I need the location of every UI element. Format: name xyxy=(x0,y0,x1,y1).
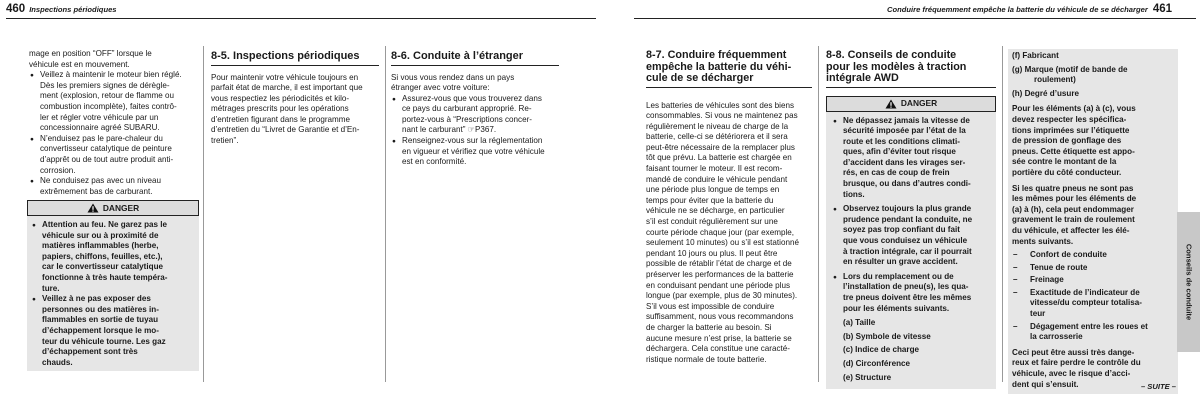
text-line: ler et régler votre véhicule par un xyxy=(40,112,159,122)
intro-text xyxy=(391,73,559,94)
title-line: 8-7. Conduire fréquemment xyxy=(646,49,787,61)
warning-triangle-icon xyxy=(885,99,897,109)
danger-header xyxy=(27,200,199,216)
dash-icon: – xyxy=(1013,287,1018,297)
text-line: Si vous vous rendez dans un pays xyxy=(391,72,515,82)
spec-item: (c) Indice de charge xyxy=(843,345,920,355)
right-header-rule xyxy=(634,18,1196,19)
intro-text xyxy=(29,49,195,70)
text-line: aucune mesure n’est prise, la batterie se xyxy=(646,333,792,343)
bullet-icon xyxy=(32,220,36,232)
text-line: tretien”. xyxy=(211,136,239,146)
left-page-number: 460 xyxy=(6,3,26,15)
text-line: en conduisant pendant une période plus xyxy=(646,280,791,290)
section-title xyxy=(826,50,996,85)
text-line: métrages prescrits pour les opérations xyxy=(211,104,349,114)
section-paragraph xyxy=(211,73,379,147)
list-item xyxy=(29,134,195,176)
column-divider xyxy=(1002,46,1003,382)
dash-icon: – xyxy=(1013,262,1018,272)
text-line: mage en position “OFF” lorsque le xyxy=(29,49,152,58)
text-line: faisant tourner le moteur. Il est recom- xyxy=(646,164,783,174)
list-item xyxy=(29,176,195,197)
text-line: Assurez-vous que vous trouverez dans xyxy=(402,93,542,103)
text-line: Tenue de route xyxy=(1030,262,1088,272)
bullet-icon xyxy=(30,134,34,146)
text-line: route et les conditions climati- xyxy=(843,136,960,146)
text-line: corrosion. xyxy=(40,165,76,175)
text-line: Lors du remplacement ou de xyxy=(843,271,954,281)
list-item xyxy=(391,94,559,136)
spec-item: (d) Circonférence xyxy=(843,358,911,368)
text-line: concessionnaire agréé SUBARU. xyxy=(40,123,160,133)
bullet-icon xyxy=(30,70,34,82)
title-line: cule de se décharger xyxy=(646,72,754,84)
text-line: Renseignez-vous sur la réglementation xyxy=(402,136,543,146)
section-paragraph xyxy=(646,101,812,366)
danger-body xyxy=(27,216,199,368)
text-line: Pour maintenir votre véhicule toujours en xyxy=(211,72,359,82)
text-line: Ne conduisez pas avec un niveau xyxy=(40,176,162,186)
text-line: longue (par exemple, plus de 30 minutes). xyxy=(646,291,798,301)
chapter-side-tab[interactable] xyxy=(1177,212,1200,352)
text-line: Ne dépassez jamais la vitesse de xyxy=(843,115,970,125)
list-item xyxy=(29,70,195,134)
text-line: les mêmes pour les éléments de xyxy=(1012,194,1137,204)
text-line: l’installation de pneu(s), les qua- xyxy=(843,282,969,292)
text-line: car le convertisseur catalytique xyxy=(42,262,164,272)
danger-body xyxy=(826,112,996,384)
dash-list-item xyxy=(1012,288,1174,320)
text-line: Veillez à maintenir le moteur bien réglé. xyxy=(40,70,182,80)
text-line: courte période chaque jour (par exemple, xyxy=(646,227,795,237)
text-line: une période plus longue de temps en xyxy=(646,185,780,195)
spec-item: (e) Structure xyxy=(843,372,892,382)
text-line: d’entretien figurant dans le programme xyxy=(211,114,351,124)
spec-item: (g) Marque (motif de bande de xyxy=(1012,64,1128,74)
dash-list-item xyxy=(1012,322,1174,343)
text-line: fonctionne à très haute tempéra- xyxy=(42,272,168,282)
right-page-number: 461 xyxy=(1152,3,1172,15)
text-line: temps pour éviter que la batterie du xyxy=(646,195,774,205)
text-line: combustion incomplète), faites contrô- xyxy=(40,101,177,111)
text-line: ment (explosion, retour de flamme ou xyxy=(40,91,175,101)
text-line: tions. xyxy=(843,189,865,199)
dash-icon: – xyxy=(1013,321,1018,331)
text-line: d’échappement lorsque le mo- xyxy=(42,325,159,335)
text-line: du véhicule, et affecter les élé- xyxy=(1012,225,1130,235)
text-line: ce pays du carburant approprié. Re- xyxy=(402,104,532,114)
text-line: préserver les performances de la batterie xyxy=(646,270,794,279)
paragraph xyxy=(1012,184,1174,248)
text-line: est en conformité. xyxy=(402,157,467,167)
column-divider xyxy=(203,46,204,382)
text-line: pour les éléments suivants. xyxy=(843,303,950,313)
text-line: consommables. Si vous ne maintenez pas xyxy=(646,111,798,121)
bullet-icon xyxy=(30,176,34,188)
text-line: Confort de conduite xyxy=(1030,250,1107,260)
text-line: sée contre le montant de la xyxy=(1012,157,1117,167)
title-line: 8-8. Conseils de conduite xyxy=(826,49,957,61)
dash-list-item xyxy=(1012,263,1174,274)
text-line: Dès les premiers signes de dérègle- xyxy=(40,80,170,90)
danger-label: DANGER xyxy=(900,98,938,109)
text-line: portez-vous à “Prescriptions concer- xyxy=(402,114,532,124)
text-line: Si les quatre pneus ne sont pas xyxy=(1012,183,1134,193)
left-header-rule xyxy=(6,18,596,19)
danger-header xyxy=(826,96,996,112)
text-line: que vous conduisez un véhicule xyxy=(843,236,968,246)
text-line: papiers, chiffons, feuilles, etc.), xyxy=(42,251,163,261)
text-line: chauds. xyxy=(42,357,73,367)
bullet-icon xyxy=(392,94,396,106)
text-line: pneus. Cette étiquette est appo- xyxy=(1012,146,1135,156)
text-line: véhicule ne se décharge, en particulier xyxy=(646,206,785,216)
danger-list-item xyxy=(832,204,992,268)
bullet-icon xyxy=(392,136,396,148)
section-rule xyxy=(211,65,379,66)
danger-list-item xyxy=(31,294,195,368)
danger-list-item xyxy=(832,116,992,201)
text-line: Freinage xyxy=(1030,275,1064,285)
text-line: tions imprimées sur l’étiquette xyxy=(1012,125,1130,135)
text-line: dent qui s’ensuit. xyxy=(1012,379,1079,389)
right-page-header xyxy=(887,3,1172,15)
text-line: teur du véhicule tourne. Les gaz xyxy=(42,336,166,346)
text-line: N’enduisez pas le pare-chaleur du xyxy=(40,133,163,143)
dash-list xyxy=(1012,250,1174,343)
bullet-icon xyxy=(833,116,837,128)
text-line: devez respecter les spécifica- xyxy=(1012,114,1127,124)
text-line: Exactitude de l’indicateur de xyxy=(1030,287,1140,297)
danger-box xyxy=(826,96,996,390)
text-line: flammables en sortie de tuyau xyxy=(42,315,159,325)
text-line: à traction intégrale, car il pourrait xyxy=(843,246,972,256)
dash-icon: – xyxy=(1013,250,1018,260)
text-line: Ceci peut être aussi très dange- xyxy=(1012,347,1135,357)
text-line: extrêmement bas de carburant. xyxy=(40,186,153,196)
dash-list-item xyxy=(1012,250,1174,261)
text-line: d’entretien du “Livret de Garantie et d’En- xyxy=(211,125,360,135)
column-divider xyxy=(818,46,819,382)
text-line: véhicule sur ou à proximité de xyxy=(42,230,159,240)
text-line: ments suivants. xyxy=(1012,236,1074,246)
text-line: matières inflammables (herbe, xyxy=(42,241,159,251)
continued-label: – SUITE – xyxy=(1140,382,1176,391)
text-line: teur xyxy=(1030,309,1046,319)
spec-item: (a) Taille xyxy=(843,318,876,328)
left-column-3 xyxy=(391,50,559,168)
danger-list-item xyxy=(832,272,992,314)
bullet-icon xyxy=(833,272,837,284)
dash-icon: – xyxy=(1013,275,1018,285)
text-line: pendant 10 jours ou plus. Il peut être xyxy=(646,248,778,258)
bullet-icon xyxy=(32,294,36,306)
text-line: ristique normale de toute batterie. xyxy=(646,354,767,364)
text-line: possible de rétablir l’état de charge et de xyxy=(646,259,792,269)
text-line: ture. xyxy=(42,283,60,293)
text-line: parfait état de marche, il est important que xyxy=(211,83,363,93)
title-line: empêche la batterie du véhi- xyxy=(646,60,792,73)
text-line: en résulter un grave accident. xyxy=(843,257,958,267)
text-line: soyez pas trop confiant du fait xyxy=(843,225,960,235)
title-line: pour les modèles à traction xyxy=(826,60,967,73)
section-rule xyxy=(826,87,996,88)
text-line: personnes ou des matières in- xyxy=(42,304,159,314)
text-line: suffisamment, nous vous recommandons xyxy=(646,312,794,322)
text-line: d’accident dans les virages ser- xyxy=(843,157,966,167)
danger-list-item xyxy=(31,220,195,294)
column-divider xyxy=(385,46,386,382)
danger-box xyxy=(27,200,199,371)
text-line: peut-être nécessaire de la remplacer plus xyxy=(646,142,795,152)
text-line: vitesse/du compteur totalisa- xyxy=(1030,298,1142,308)
text-line: Attention au feu. Ne garez pas le xyxy=(42,220,168,229)
text-line: brusque, ou dans d’autres condi- xyxy=(843,179,971,189)
text-line: sécurité imposée par l’état de la xyxy=(843,126,966,136)
section-title: 8-6. Conduite à l’étranger xyxy=(391,50,524,62)
text-line: tôt que prévu. La batterie est chargée en xyxy=(646,153,792,163)
text-line: étranger avec votre voiture: xyxy=(391,83,490,93)
text-line: portière du côté conducteur. xyxy=(1012,167,1122,177)
text-line: tre pneus doivent être les mêmes xyxy=(843,293,972,302)
text-line: vous respectiez les périodicités et kilo- xyxy=(211,93,350,103)
warning-triangle-icon xyxy=(87,203,99,213)
text-line: nant le carburant” ☞P367. xyxy=(402,125,497,135)
text-line: Observez toujours la plus grande xyxy=(843,204,972,214)
spec-item: (b) Symbole de vitesse xyxy=(843,331,931,341)
left-page-header-title: Inspections périodiques xyxy=(29,5,117,14)
text-line: d’apprêt ou de tout autre produit anti- xyxy=(40,154,174,164)
text-line: convertisseur catalytique de peinture xyxy=(40,144,172,154)
right-column-1 xyxy=(646,50,812,365)
spec-item: (f) Fabricant xyxy=(1012,51,1059,60)
section-rule xyxy=(646,87,812,88)
spec-item: roulement) xyxy=(1034,75,1076,85)
text-line: reux et faire perdre le contrôle du xyxy=(1012,358,1141,368)
right-page xyxy=(600,0,1200,402)
text-line: Pour les éléments (a) à (c), vous xyxy=(1012,104,1136,114)
text-line: Les batteries de véhicules sont des biens xyxy=(646,100,795,110)
text-line: d’échappement sont très xyxy=(42,347,138,357)
title-line: intégrale AWD xyxy=(826,72,899,84)
danger-label: DANGER xyxy=(102,203,140,213)
text-line: déchargera. Cela constitue une caracté- xyxy=(646,344,790,354)
left-page-header xyxy=(6,3,117,15)
section-title: 8-5. Inspections périodiques xyxy=(211,50,360,62)
text-line: Dégagement entre les roues et xyxy=(1030,321,1148,331)
text-line: (a) à (h), cela peut endommager xyxy=(1012,204,1134,214)
dash-list-item xyxy=(1012,275,1174,286)
text-line: rés, en cas de coup de frein xyxy=(843,168,950,178)
spec-items xyxy=(1012,51,1174,99)
section-rule xyxy=(391,65,559,66)
bullet-icon xyxy=(833,204,837,216)
text-line: prudence pendant la conduite, ne xyxy=(843,214,973,224)
text-line: la carrosserie xyxy=(1030,332,1083,342)
text-line: batterie, celle-ci se détériorera et il sera xyxy=(646,132,788,142)
right-page-header-title: Conduire fréquemment empêche la batterie du véhicule de se décharger xyxy=(887,5,1148,14)
text-line: véhicule, avec le risque d’acci- xyxy=(1012,369,1131,379)
left-column-1 xyxy=(29,49,195,197)
text-line: ques, afin d’éviter tout risque xyxy=(843,147,956,157)
spec-item: (h) Degré d’usure xyxy=(1012,88,1080,98)
text-line: véhicule est en mouvement. xyxy=(29,59,130,69)
text-line: régulièrement le niveau de charge de la xyxy=(646,121,789,131)
text-line: en vigueur et vérifiez que votre véhicule xyxy=(402,146,545,156)
section-title xyxy=(646,50,812,85)
list-item xyxy=(391,136,559,168)
text-line: s’il est conduit régulièrement sur une xyxy=(646,217,778,227)
text-line: de pression de gonflage des xyxy=(1012,136,1122,146)
text-line: gravement le train de roulement xyxy=(1012,215,1135,225)
text-line: Veillez à ne pas exposer des xyxy=(42,294,151,304)
left-column-2 xyxy=(211,50,379,147)
right-column-2 xyxy=(826,50,996,389)
side-tab-label: Conseils de conduite xyxy=(1184,243,1193,321)
right-column-3 xyxy=(1008,49,1178,394)
text-line: S’il vous est impossible de conduire xyxy=(646,301,775,311)
paragraph xyxy=(1012,104,1174,178)
text-line: seulement 10 minutes) ou s’il est stationné xyxy=(646,238,799,248)
text-line: de charger la batterie au besoin. Si xyxy=(646,322,772,332)
text-line: mandé de conduire le véhicule pendant xyxy=(646,174,788,184)
